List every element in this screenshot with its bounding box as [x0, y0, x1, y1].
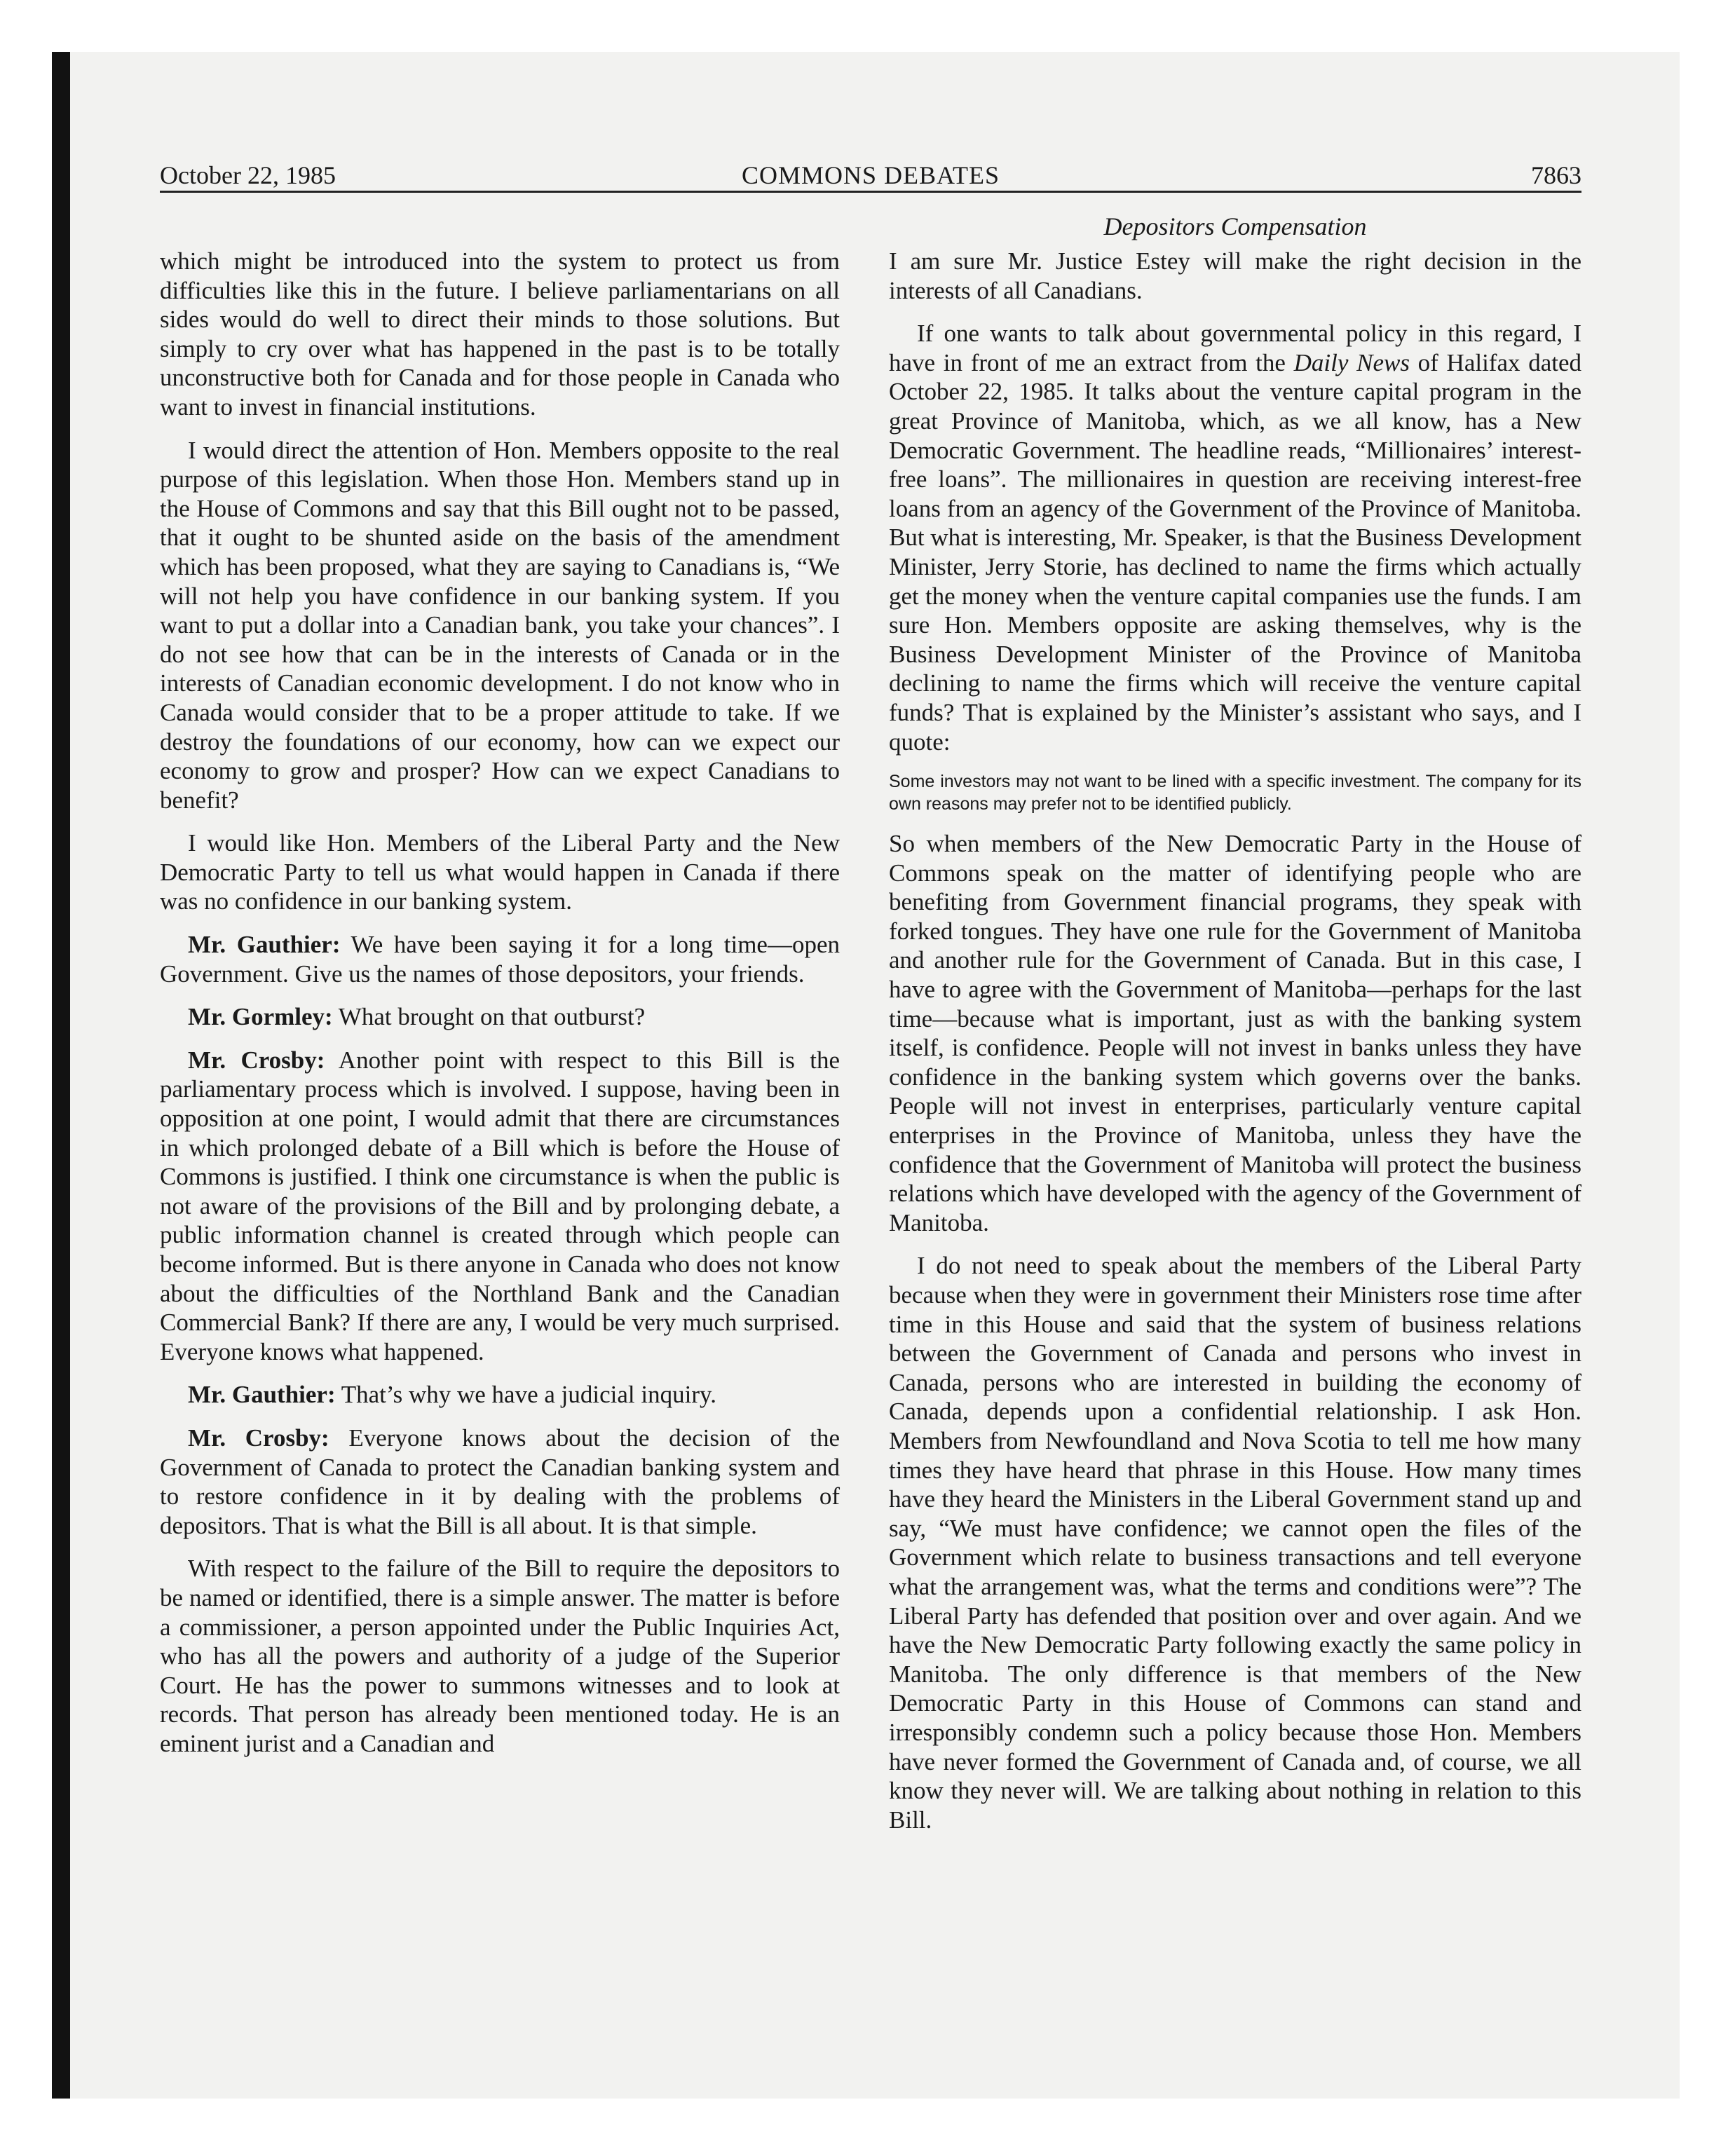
header-date: October 22, 1985 [160, 161, 336, 189]
speech-text: Another point with respect to this Bill is the parliamentary process which is involved. I suppose, having been in opposition at one point, I would admit that there are circumstances in which prolonged debate of a Bill which is before the House of Commons is justified. I think one circumstance is when the public is not aware of the provisions of the Bill and by prolonging debate, a public information channel is created through which people can become informed. But is there anyone in Canada who does not know about the difficulties of the Northland Bank and the Canadian Commercial Bank? If there are any, I would be very much surprised. Everyone knows what happened. [160, 1046, 841, 1365]
speech-text: We have been saying it for a long time—open Government. Give us the names of those depositors, your friends. [160, 931, 840, 988]
block-quote: Some investors may not want to be lined with a specific investment. The company for its own reasons may prefer not to be identified publicly. [889, 772, 1581, 814]
speech-text: That’s why we have a judicial inquiry. [335, 1381, 716, 1409]
paragraph: I am sure Mr. Justice Estey will make the right decision in the interests of all Canadians. [889, 247, 1581, 304]
speech-text: What brought on that outburst? [332, 1003, 646, 1031]
newspaper-title: Daily News [1293, 348, 1410, 376]
right-column [889, 247, 1581, 1848]
speech-paragraph [160, 1002, 840, 1032]
speaker-name: Mr. Gauthier: [188, 931, 341, 959]
speaker-name: Mr. Crosby: [188, 1424, 329, 1452]
speech-paragraph [160, 1424, 840, 1540]
paragraph-text: of Halifax dated October 22, 1985. It talks about the venture capital program in the great Province of Manitoba, which, as we all know, has a New Democratic Government. The headline reads, “Millionaires’ interest-free loans”. The millionaires in question are receiving interest-free loans from an agency of the Government of the Province of Manitoba. But what is interesting, Mr. Speaker, is that the Business Development Minister, Jerry Storie, has declined to name the firms which actually get the money when the venture capital companies use the funds. I am sure Hon. Members opposite are asking themselves, why is the Business Development Minister of the Province of Manitoba declining to name the firms which will receive the venture capital funds? That is explained by the Minister’s assistant who says, and I quote: [889, 348, 1581, 756]
header-page-number: 7863 [1531, 161, 1581, 189]
paragraph: I would direct the attention of Hon. Members opposite to the real purpose of this legislation. When those Hon. Members stand up in the House of Commons and say that this Bill ought not to be passed, that it ought to be shunted aside on the basis of the amendment which has been proposed, what they are saying to Canadians is, “We will not help you have confidence in our banking system. If you want to put a dollar into a Canadian bank, you take your chances”. I do not see how that can be in the interests of Canada or in the interests of Canadian economic development. I do not know who in Canada would consider that to be a proper attitude to take. If we destroy the foundations of our economy, how can we expect our economy to grow and prosper? How can we expect Canadians to benefit? [160, 436, 840, 814]
paragraph [889, 319, 1581, 756]
speech-text: Everyone knows about the decision of the Government of Canada to protect the Canadian banking system and to restore confidence in it by dealing with the problems of depositors. That is what the Bill is all about. It is that simple. [160, 1424, 840, 1539]
left-column [160, 247, 840, 1773]
paragraph: So when members of the New Democratic Party in the House of Commons speak on the matter of identifying people who are benefiting from Government financial programs, they speak with forked tongues. They have one rule for the Government of Manitoba and another rule for the Government of Canada. But in this case, I have to agree with the Government of Manitoba—perhaps for the last time—because what is important, just as with the banking system itself, is confidence. People will not invest in banks unless they have confidence in the banking system which governs over the banks. People will not invest in enterprises, particularly venture capital enterprises in the Province of Manitoba, unless they have the confidence that the Government of Manitoba will protect the business relations which have developed with the agency of the Government of Manitoba. [889, 830, 1581, 1236]
page-header [160, 160, 1581, 191]
header-title: COMMONS DEBATES [741, 161, 1000, 189]
speaker-name: Mr. Crosby: [188, 1046, 325, 1074]
speech-paragraph [160, 1046, 840, 1367]
paragraph: which might be introduced into the system to protect us from difficulties like this in the future. I believe parliamentarians on all sides would do well to direct their minds to those solutions. But simply to cry over what has happened in the past is to be totally unconstructive both for Canada and for those people in Canada who want to invest in financial institutions. [160, 247, 840, 421]
paragraph-text: If one wants to talk about governmental policy in this regard, I have in front of me an extract from the [889, 320, 1581, 376]
paragraph: I would like Hon. Members of the Liberal Party and the New Democratic Party to tell us what would happen in Canada if there was no confidence in our banking system. [160, 829, 840, 915]
section-subhead: Depositors Compensation [1103, 212, 1367, 240]
speaker-name: Mr. Gormley: [188, 1003, 333, 1031]
speech-paragraph [160, 930, 840, 988]
speech-paragraph [160, 1380, 840, 1410]
speaker-name: Mr. Gauthier: [188, 1381, 336, 1409]
scan-edge-shadow [52, 52, 70, 2099]
paragraph: I do not need to speak about the members of the Liberal Party because when they were in government their Ministers rose time after time in this House and said that the system of business relations between the Government of Canada and persons who invest in Canada, persons who are interested in building the economy of Canada, depends upon a confidential relationship. I ask Hon. Members from Newfoundland and Nova Scotia to tell me how many times they have heard that phrase in this House. How many times have they heard the Ministers in the Liberal Government stand up and say, “We must have confidence; we cannot open the files of the Government which relate to business transactions and tell everyone what the arrangement was, what the terms and conditions were”? The Liberal Party has defended that position over and over again. And we have the New Democratic Party following exactly the same policy in Manitoba. The only difference is that members of the New Democratic Party in this House of Commons can stand and irresponsibly condemn such a policy because those Hon. Members have never formed the Government of Canada and, of course, we all know they never will. We are talking about nothing in relation to this Bill. [889, 1252, 1581, 1834]
header-rule [160, 191, 1581, 193]
paragraph: With respect to the failure of the Bill to require the depositors to be named or identified, there is a simple answer. The matter is before a commissioner, a person appointed under the Public Inquiries Act, who has all the powers and authority of a judge of the Superior Court. He has the power to summons witnesses and to look at records. That person has already been mentioned today. He is an eminent jurist and a Canadian and [160, 1555, 840, 1757]
